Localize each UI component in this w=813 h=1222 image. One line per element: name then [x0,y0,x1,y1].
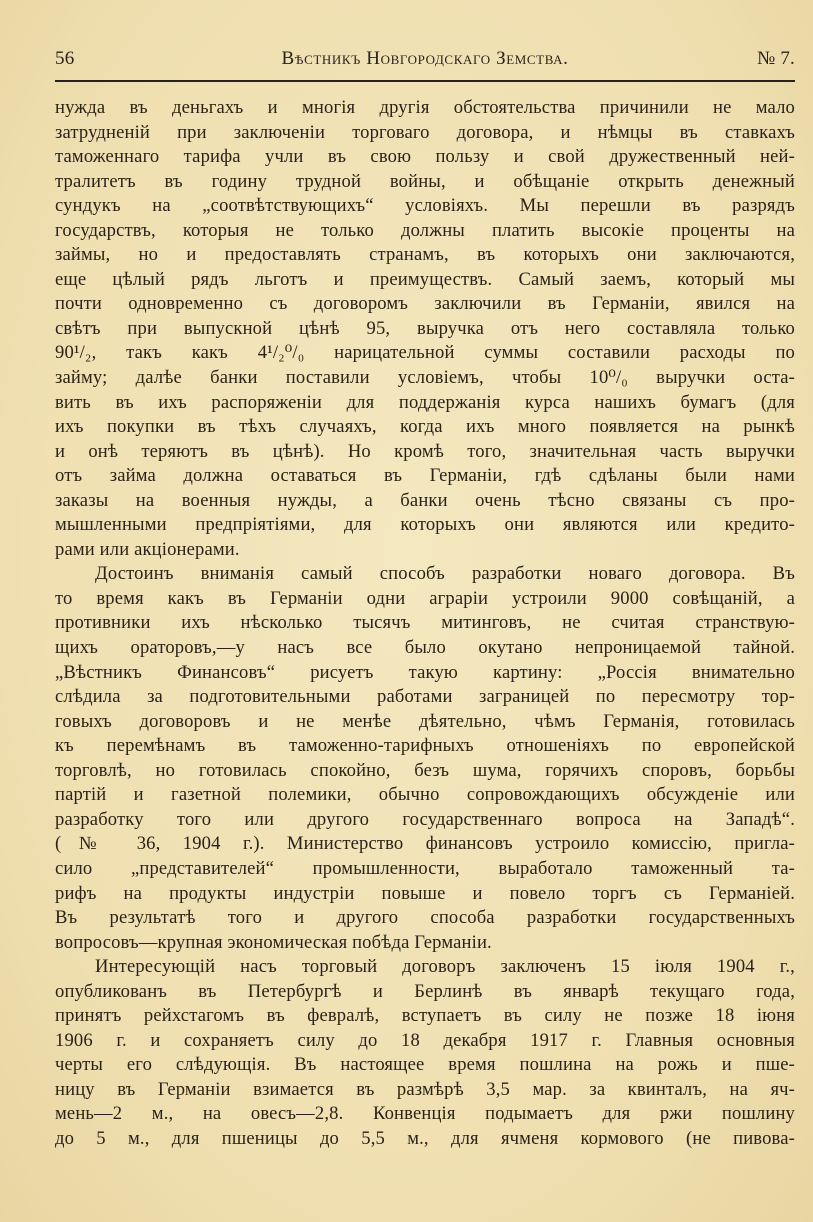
text-line: еще цѣлый рядъ льготъ и преимуществъ. Самый заемъ, который мы [55,268,795,290]
text-line: почти одновременно съ договоромъ заключили въ Германіи, явился на [55,293,795,315]
text-line: до 5 м., для пшеницы до 5,5 м., для ячменя кормового (не пивова- [55,1127,795,1149]
text-line: ихъ покупки въ тѣхъ случаяхъ, когда ихъ много появляется на рынкѣ [55,416,795,438]
text-line: сило „представителей“ промышленности, выработало таможенный та- [55,857,795,879]
journal-title: Вѣстникъ Новгородскаго Земства. [281,48,569,69]
text-line: черты его слѣдующія. Въ настоящее время пошлина на рожь и пше- [55,1054,795,1076]
text-line: мень—2 м., на овесъ—2,8. Конвенція подымаетъ для ржи пошлину [55,1103,795,1125]
text-line: щихъ ораторовъ,—у насъ все было окутано непроницаемой тайной. [55,637,795,659]
text-line: тралитетъ въ годину трудной войны, и обѣщаніе открыть денежный [55,170,795,192]
text-line: отъ займа должна оставаться въ Германіи, гдѣ сдѣланы были нами [55,465,795,487]
text-line: торговлѣ, но готовилась спокойно, безъ шума, горячихъ споровъ, борьбы [55,759,795,781]
text-line: затрудненій при заключеніи торговаго договора, и нѣмцы въ ставкахъ [55,121,795,143]
text-line: Достоинъ вниманія самый способъ разработки новаго договора. Въ [95,563,795,585]
text-line: принятъ рейхстагомъ въ февралѣ, вступаетъ въ силу не позже 18 іюня [55,1005,795,1027]
text-line: 90¹/₂, такъ какъ 4¹/₂⁰/₀ нарицательной суммы составили расходы по [55,342,795,364]
text-line: партій и газетной полемики, обычно сопровождающихъ обсужденіе или [55,784,795,806]
header-rule [55,80,795,82]
text-line: рифъ на продукты индустріи повыше и повело торгъ съ Германіей. [55,882,795,904]
text-line: сундукъ на „соотвѣтствующихъ“ условіяхъ. Мы перешли въ разрядъ [55,195,795,217]
text-line: слѣдила за подготовительными работами заграницей по пересмотру тор- [55,686,795,708]
text-line: вить въ ихъ распоряженіи для поддержанія курса нашихъ бумагъ (для [55,391,795,413]
text-line: займу; далѣе банки поставили условіемъ, чтобы 10⁰/₀ выручки оста- [55,367,795,389]
text-line: свѣтъ при выпускной цѣнѣ 95, выручка отъ него составляла только [55,317,795,339]
text-line: ницу въ Германіи взимается въ размѣрѣ 3,5 мар. за квинталъ, на яч- [55,1078,795,1100]
text-line: заказы на военныя нужды, а банки очень тѣсно связаны съ про- [55,489,795,511]
issue-number: № 7. [757,48,795,69]
text-line: Интересующій насъ торговый договоръ заключенъ 15 іюля 1904 г., [95,956,795,978]
text-line: займы, но и предоставлять странамъ, въ которыхъ они заключаются, [55,244,795,266]
text-line: вопросовъ—крупная экономическая побѣда Германіи. [55,931,492,953]
text-line: то время какъ въ Германіи одни аграріи устроили 9000 совѣщаній, а [55,587,795,609]
text-line: говыхъ договоровъ и не менѣе дѣятельно, чѣмъ Германія, готовилась [55,710,795,732]
text-line: „Вѣстникъ Финансовъ“ рисуетъ такую картину: „Россія внимательно [55,661,795,683]
text-line: рами или акціонерами. [55,538,240,560]
text-line: таможеннаго тарифа учли въ свою пользу и свой дружественный ней- [55,146,795,168]
text-line: (№ 36, 1904 г.). Министерство финансовъ устроило комиссію, пригла- [55,833,795,855]
text-line: опубликованъ въ Петербургѣ и Берлинѣ въ январѣ текущаго года, [55,980,795,1002]
text-line: противники ихъ нѣсколько тысячъ митинговъ, не считая странствую- [55,612,795,634]
text-line: государствъ, которыя не только должны платить высокіе проценты на [55,219,795,241]
text-line: 1906 г. и сохраняетъ силу до 18 декабря 1917 г. Главныя основныя [55,1029,795,1051]
text-line: Въ результатѣ того и другого способа разработки государственныхъ [55,907,795,929]
running-header [55,44,795,74]
text-line: нужда въ деньгахъ и многія другія обстоятельства причинили не мало [55,97,795,118]
text-line: и онѣ теряютъ въ цѣнѣ). Но кромѣ того, значительная часть выручки [55,440,795,462]
text-line: мышленными предпріятіями, для которыхъ они являются или кредито- [55,514,795,536]
text-line: разработку того или другого государственнаго вопроса на Западѣ“. [55,808,795,830]
text-line: къ перемѣнамъ въ таможенно-тарифныхъ отношеніяхъ по европейской [55,735,795,757]
page-number: 56 [55,48,75,69]
article-body [55,96,795,1152]
